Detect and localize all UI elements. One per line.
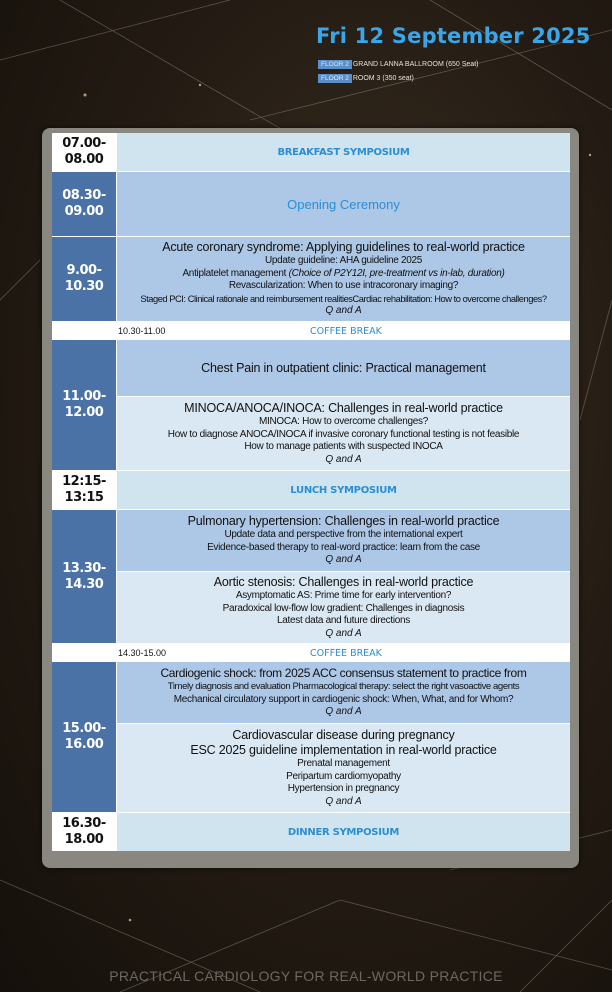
session-cell <box>117 471 570 509</box>
room-legend-2 <box>318 72 414 84</box>
time-slot: 11.00- 12.00 <box>52 340 116 470</box>
schedule-row-dinner <box>52 813 570 851</box>
time-slot: 08.30- 09.00 <box>52 172 116 236</box>
session-cell <box>117 572 570 643</box>
time-slot: 15.00- 16.00 <box>52 662 116 812</box>
session-topic: Update data and perspective from the international expert <box>224 529 463 541</box>
break-label: COFFEE BREAK <box>310 325 382 337</box>
schedule-row-chest-pain <box>52 340 570 471</box>
session-label: BREAKFAST SYMPOSIUM <box>277 146 410 158</box>
time-slot: 13.30- 14.30 <box>52 510 116 643</box>
session-qa: Q and A <box>325 453 362 465</box>
schedule-row-ph-as <box>52 510 570 644</box>
session-qa: Q and A <box>325 627 362 639</box>
session-topic: Paradoxical low-flow low gradient: Challenges in diagnosis <box>222 602 465 614</box>
schedule-row-breakfast <box>52 133 570 172</box>
footer-tagline: PRACTICAL CARDIOLOGY FOR REAL-WORLD PRACTICE <box>109 968 503 984</box>
session-cell <box>117 813 570 851</box>
session-qa: Q and A <box>325 554 362 566</box>
session-title: Aortic stenosis: Challenges in real-world practice <box>213 575 474 589</box>
room-name: ROOM 3 (350 seat) <box>352 74 414 82</box>
break-time: 14.30-15.00 <box>118 648 167 658</box>
session-topic: How to manage patients with suspected INOCA <box>244 441 443 452</box>
time-slot: 07.00- 08.00 <box>52 133 116 171</box>
session-topic: MINOCA: How to overcome challenges? <box>258 416 429 427</box>
session-topic: Evidence-based therapy to real-word practice: learn from the case <box>207 541 480 553</box>
session-label: LUNCH SYMPOSIUM <box>290 484 397 496</box>
coffee-break-row <box>52 644 570 662</box>
time-slot: 12:15- 13:15 <box>52 471 116 509</box>
session-cell <box>117 724 570 812</box>
session-title: Acute coronary syndrome: Applying guidelines to real-world practice <box>162 240 525 255</box>
break-label: COFFEE BREAK <box>310 647 382 659</box>
session-label: Opening Ceremony <box>287 196 400 212</box>
session-topic: Staged PCI: Clinical rationale and reimbursement realitiesCardiac rehabilitation: How to overcome challenges? <box>140 293 547 304</box>
session-topic: Peripartum cardiomyopathy <box>286 770 401 782</box>
session-topic: Prenatal management <box>297 758 390 769</box>
session-topic: Update guideline: AHA guideline 2025 <box>264 255 423 267</box>
session-cell <box>117 397 570 470</box>
schedule-row-lunch <box>52 471 570 510</box>
room-tag: FLOOR 2 <box>318 60 352 69</box>
room-legend-1 <box>318 58 478 70</box>
session-title: ESC 2025 guideline implementation in real-world practice <box>190 743 497 757</box>
session-label: DINNER SYMPOSIUM <box>287 826 400 838</box>
session-qa: Q and A <box>325 706 362 718</box>
room-tag: FLOOR 2 <box>318 74 352 83</box>
session-topic: Latest data and future directions <box>277 615 410 626</box>
session-topic: Mechanical circulatory support in cardiogenic shock: When, What, and for Whom? <box>173 693 514 705</box>
session-topic: Timely diagnosis and evaluation Pharmacological therapy: select the right vasoactive agents <box>167 681 520 693</box>
session-cell <box>117 237 570 321</box>
schedule-row-shock-pregnancy <box>52 662 570 813</box>
session-qa: Q and A <box>325 795 362 807</box>
session-title: MINOCA/ANOCA/INOCA: Challenges in real-world practice <box>184 401 503 415</box>
session-title: Pulmonary hypertension: Challenges in real-world practice <box>187 514 500 529</box>
session-cell <box>117 662 570 724</box>
page-date-title: Fri 12 September 2025 <box>316 24 591 48</box>
schedule-table <box>52 133 570 851</box>
room-name: GRAND LANNA BALLROOM (650 Seat) <box>352 60 479 68</box>
time-slot: 9.00- 10.30 <box>52 237 116 321</box>
session-topic: Antiplatelet management (Choice of P2Y12I, pre-treatment vs in-lab, duration) <box>182 267 505 279</box>
session-title: Chest Pain in outpatient clinic: Practical management <box>201 360 486 375</box>
time-slot: 16.30- 18.00 <box>52 813 116 851</box>
session-cell <box>117 172 570 236</box>
break-time: 10.30-11.00 <box>118 326 166 336</box>
session-cell <box>117 133 570 171</box>
session-topic: Revascularization: When to use intracoronary imaging? <box>228 280 459 292</box>
schedule-row-acs <box>52 237 570 322</box>
session-cell <box>117 510 570 572</box>
session-qa: Q and A <box>325 305 362 317</box>
session-topic: Hypertension in pregnancy <box>287 783 400 794</box>
coffee-break-row <box>52 322 570 340</box>
schedule-row-opening <box>52 172 570 237</box>
session-cell <box>117 340 570 397</box>
session-title: Cardiovascular disease during pregnancy <box>232 728 455 742</box>
session-topic: How to diagnose ANOCA/INOCA if invasive coronary functional testing is not feasible <box>167 428 520 440</box>
session-topic: Asymptomatic AS: Prime time for early intervention? <box>235 590 452 601</box>
session-title: Cardiogenic shock: from 2025 ACC consensus statement to practice from <box>160 666 527 681</box>
